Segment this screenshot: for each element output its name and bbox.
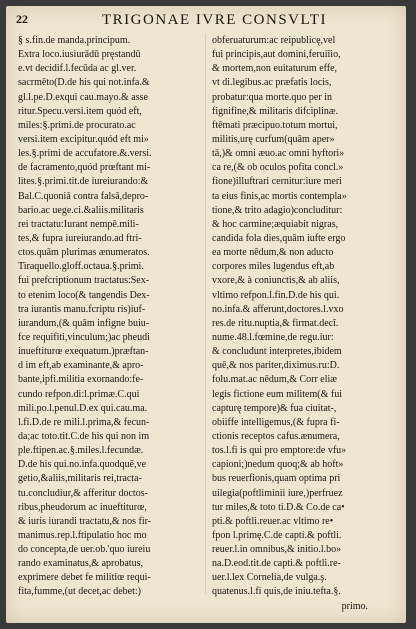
text-line: & mortem,non euitaturum effe,: [212, 63, 338, 75]
text-line: bario.ac uege.ci.&aliis.militaris: [18, 204, 144, 216]
text-line: rei tractatu:Iurant nempē.mili-: [18, 218, 139, 230]
text-line: ta eius finis,ac mortis contempla»: [212, 190, 347, 202]
text-line: tu.concludiur,& afferitur doctos-: [18, 487, 148, 499]
text-line: ple.ftipen.ac.§.miles.l.fecundæ.: [18, 445, 144, 457]
text-line: capturę tempore)& fua ciuitat-,: [212, 402, 337, 414]
page-number: 22: [16, 12, 28, 26]
text-line: ca re,(& ob oculos pofita concl.»: [212, 162, 344, 174]
running-title: TRIGONAE IVRE CONSVLTI: [102, 12, 327, 28]
text-line: to etenim loco(& tangendis Dex-: [18, 289, 150, 301]
running-head: [6, 12, 406, 30]
text-line: l.fi.D.de re mili.l.prima,& fecun-: [18, 416, 150, 428]
text-line: e.vt decidif.l.fecūda ac gl.ver.: [18, 63, 137, 75]
text-line: § s.fin.de manda.principum.: [18, 35, 131, 46]
text-line: & concludunt interpretes,ibidem: [212, 346, 342, 358]
text-line: tur miles,& toto ti.D.& Co.de ca•: [212, 501, 345, 513]
text-line: fione)illuftrari cernitur:iure meri: [212, 176, 342, 188]
text-line: no.infa.& afferunt,doctores.l.vxo: [212, 303, 344, 315]
text-line: vt di.legibus.ac præfatis locis,: [212, 77, 332, 89]
text-line: folu.mat.ac nēdum,& Corr eliæ: [212, 374, 337, 386]
text-line: do concepta,de uer.ob.'quo iureiu: [18, 544, 151, 556]
text-line: pti.& poftli.reuer.ac vltimo re•: [212, 515, 334, 527]
text-line: versi.item excipitur.quód eft mi»: [18, 133, 149, 145]
text-line: D.de his qui.no.infa.quodquē,ve: [18, 459, 147, 471]
text-line: da;ac toto.tit.C.de his qui non im: [18, 430, 150, 442]
text-line: Extra loco.iusiurādū pręstandū: [18, 49, 141, 61]
text-line: ctionis receptos cafus.ænumera,: [212, 430, 340, 442]
text-line: res.de ritu.nuptia,& firmat.decī.: [212, 317, 339, 329]
closing-word: primo.: [341, 600, 368, 612]
text-line: candida fola dies,quām iufte ergo: [212, 232, 346, 244]
text-line: rando examinatus,& aprobatus,: [18, 558, 143, 570]
text-line: fita,fumme,(ut decet,ac debet:): [18, 586, 141, 598]
text-line: Tiraquello.gloff.octaua.§.primi.: [18, 261, 144, 273]
text-line: de facramento,quód prœftant mi-: [18, 162, 151, 174]
text-line: d im eft,ab examinante,& apro-: [18, 360, 144, 372]
text-line: ribus,pheudorum ac inueftiturœ,: [18, 501, 147, 513]
text-line: probatur:qua morte.quo per in: [212, 91, 332, 103]
text-line: les.§.primi de accufatore.&.versi.: [18, 148, 152, 160]
text-line: reuer.l.in omnibus,& initio.l.bo»: [212, 544, 342, 556]
text-line: corpores miles lugendus eft,ab: [212, 261, 335, 273]
text-line: fui prefcriptionum tractatus:Sex-: [18, 275, 150, 287]
text-line: ctos.quām plurimas ænumeratos.: [18, 247, 150, 259]
text-line: ea morte nēdum,& non aducto: [212, 247, 334, 259]
text-line: exprimere debet fe militiœ requi-: [18, 572, 151, 584]
text-line: miles:§.primi.de procurato.ac: [18, 119, 136, 131]
text-line: uilegia(poftliminii iure,)perfruez: [212, 487, 343, 499]
text-line: tos.l.fi is qui pro emptore:de vfu»: [212, 445, 347, 457]
text-line: & hoc carmine;æquiabit nigras,: [212, 218, 339, 230]
text-line: tā,)& omni æuo.ac omni hyftori»: [212, 148, 345, 160]
text-line: tes,& fupra iureiurando.ad ftri-: [18, 232, 142, 244]
text-line: tione,& trito adagio)concluditur:: [212, 204, 343, 216]
text-line: militis,urę curfum(quām aper»: [212, 133, 335, 145]
text-line: na.D.eod.tit.de capti.& poftli.re-: [212, 558, 341, 570]
text-line: iurandum,(& quām infigne buiu-: [18, 317, 150, 329]
text-line: mili.po.l.penul.D.ex qui.cau.ma.: [18, 402, 148, 414]
text-line: Bal.C.quoniā contra falsā,depro-: [18, 190, 149, 202]
text-line: fpon l.primę.C.de capti.& poftli.: [212, 529, 342, 541]
text-line: obferuaturum:ac reipublicę,vel: [212, 35, 336, 46]
text-line: lites.§.primi.tit.de iureiurando:&: [18, 176, 149, 188]
text-line: uer.l.lex Cornelia,de vulga.ş.: [212, 572, 327, 584]
text-line: bus reuerfionis,quam optima pri: [212, 473, 341, 485]
text-line: tra iurantis manu.fcriptu ris)iuf-: [18, 303, 146, 315]
text-line: fce requifiti,vinculum;)ac pheudi: [18, 331, 150, 343]
text-line: bante,ipfi.militia exornando:fe-: [18, 374, 144, 386]
text-line: sacrmēto(D.de his qui not.infa.&: [18, 77, 150, 89]
left-text-column: [18, 34, 204, 600]
column-gutter: [205, 34, 206, 594]
text-line: & iuris iurandi tractatu,& nos fir-: [18, 515, 152, 527]
text-line: legis fictione eum militem(& fui: [212, 388, 342, 400]
text-line: inueftiturœ exequatum.)præftan-: [18, 346, 149, 358]
text-line: capioni;)nedum quoq;& ab hoft»: [212, 459, 344, 471]
right-text-column: [212, 34, 398, 614]
text-line: fignifine,& militaris difciplinæ.: [212, 105, 339, 117]
text-line: obiiffe intelligemus,(& fupra fi-: [212, 416, 340, 428]
text-line: quatenus.l.fi quis,de iniu.tefta.§.: [212, 586, 341, 598]
text-line: fui principis,aut domini,feruiīio,: [212, 49, 341, 61]
text-line: getio,&aliis,militaris rei,tracta-: [18, 473, 142, 485]
text-line: cundo refpon.di:l.primæ.C.qui: [18, 388, 140, 400]
text-line: manimus.rep.l.ftipulatio hoc mo: [18, 529, 147, 541]
text-line: ftēmati præcipuo.totum mortui,: [212, 119, 338, 131]
text-line: nume.48.l.fœmine,de regu.iur:: [212, 331, 334, 343]
text-line: vltimo refpon.l.fin.D.de his qui.: [212, 289, 340, 301]
text-line: quē,& nos pariter,diximus.ru:D.: [212, 360, 340, 372]
text-line: ritur.Specu.versi.item quód eft,: [18, 105, 142, 117]
book-page: [6, 6, 406, 623]
text-line: vxore,& à coniunctis,& ab aliis,: [212, 275, 340, 287]
text-line: gl.l.pe.D.exqui cau.mayo.& asse: [18, 91, 148, 103]
